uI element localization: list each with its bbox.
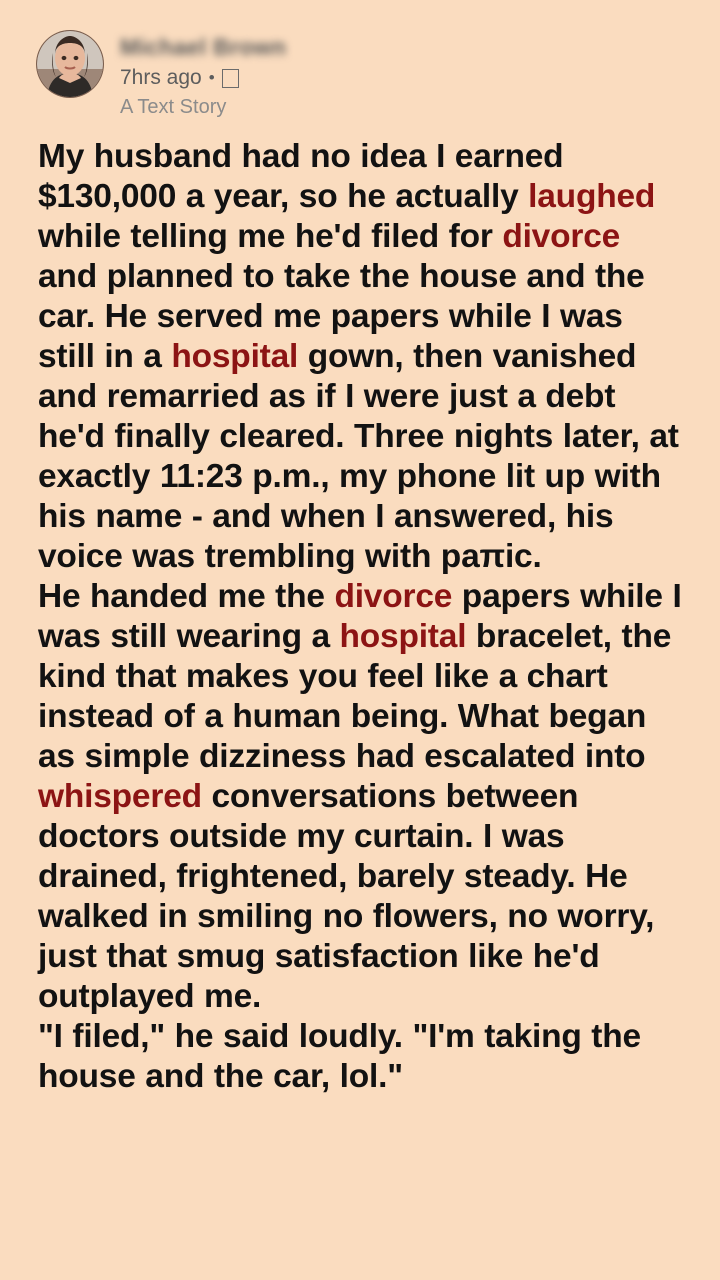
- body-text-segment: He handed me the: [38, 578, 335, 615]
- paragraph: [38, 1017, 686, 1097]
- post-header: [0, 0, 720, 119]
- story-type-label: A Text Story: [120, 96, 227, 118]
- body-text-segment: "I filed," he said loudly. "I'm taking the house and the car, lol.": [38, 1018, 641, 1095]
- body-text-segment: bracelet, the kind that makes you feel like a chart instead of a human being. What began as simple dizziness had escalated into: [38, 618, 672, 775]
- paragraph: [38, 137, 686, 577]
- avatar[interactable]: [36, 30, 104, 98]
- body-text-segment: and planned to take the house and the car. He served me papers while I was still in a: [38, 258, 645, 375]
- body-text-segment: papers while I was still wearing a: [38, 578, 682, 655]
- meta-separator: •: [208, 68, 215, 87]
- highlighted-word: whispered: [38, 778, 202, 815]
- post-header-text: [120, 30, 286, 119]
- highlighted-word: divorce: [502, 218, 621, 255]
- avatar-portrait-icon: [37, 31, 103, 97]
- body-text-segment: while telling me he'd filed for: [38, 218, 503, 255]
- body-text-segment: conversations between doctors outside my curtain. I was drained, frightened, barely steady. He walked in smiling no flowers, no worry, just that smug satisfaction like he'd outplayed me.: [38, 778, 655, 1015]
- body-text-segment: gown, then vanished and remarried as if I were just a debt he'd finally cleared. Three nights later, at exactly 11:23 p.m., my phone lit up with his name - and when I answered, his voice was trembling with paπic.: [38, 338, 679, 575]
- post-timestamp: 7hrs ago: [120, 66, 202, 89]
- highlighted-word: hospital: [171, 338, 299, 375]
- author-name[interactable]: Michael Brown: [120, 34, 287, 60]
- highlighted-word: divorce: [334, 578, 453, 615]
- highlighted-word: laughed: [528, 178, 656, 215]
- paragraph: [38, 577, 686, 1017]
- globe-icon: [222, 69, 239, 88]
- post-body: [0, 137, 720, 1097]
- post-meta: [120, 65, 286, 91]
- highlighted-word: hospital: [339, 618, 467, 655]
- body-text-segment: My husband had no idea I earned $130,000 a year, so he actually: [38, 138, 564, 215]
